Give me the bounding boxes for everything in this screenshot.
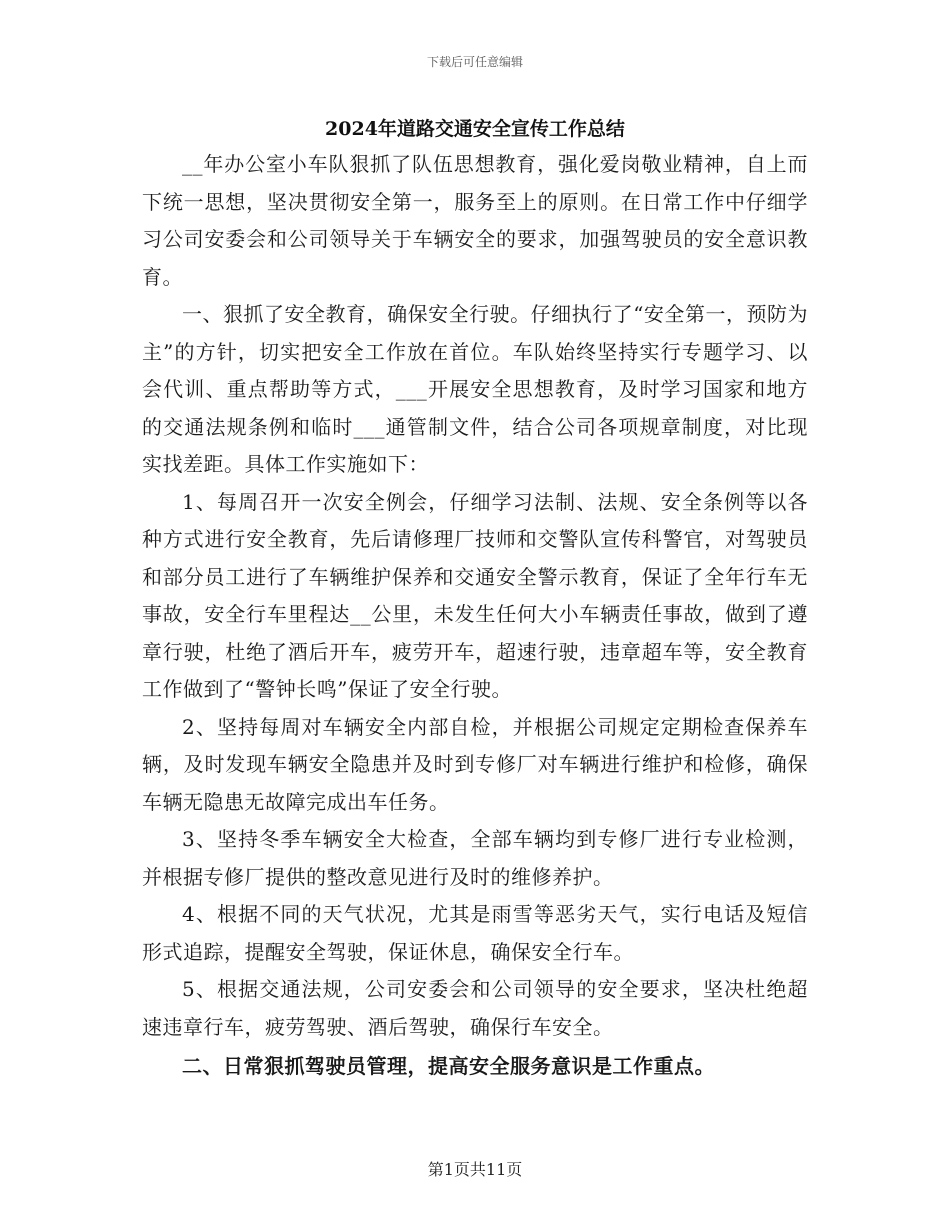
paragraph-item-4: 4、根据不同的天气状况，尤其是雨雪等恶劣天气，实行电话及短信形式追踪，提醒安全驾驶，保证休息，确保安全行车。 xyxy=(142,902,808,964)
document-body xyxy=(142,146,808,1086)
section-heading-2: 二、日常狠抓驾驶员管理，提高安全服务意识是工作重点。 xyxy=(182,1054,715,1078)
paragraph-item-1: 1、每周召开一次安全例会，仔细学习法制、法规、安全条例等以各种方式进行安全教育，先后请修理厂技师和交警队宣传科警官，对驾驶员和部分员工进行了车辆维护保养和交通安全警示教育，保证了全年行车无事故，安全行车里程达__公里，未发生任何大小车辆责任事故，做到了遵章行驶，杜绝了酒后开车，疲劳开车，超速行驶，违章超车等，安全教育工作做到了“警钟长鸣”保证了安全行驶。 xyxy=(142,489,808,701)
paragraph-intro: __年办公室小车队狠抓了队伍思想教育，强化爱岗敬业精神，自上而下统一思想，坚决贯彻安全第一，服务至上的原则。在日常工作中仔细学习公司安委会和公司领导关于车辆安全的要求，加强驾驶员的安全意识教育。 xyxy=(142,152,808,289)
header-note: 下载后可任意编辑 xyxy=(426,55,523,69)
paragraph-item-5: 5、根据交通法规，公司安委会和公司领导的安全要求，坚决杜绝超速违章行车，疲劳驾驶、酒后驾驶，确保行车安全。 xyxy=(142,977,808,1039)
paragraph-item-2: 2、坚持每周对车辆安全内部自检，并根据公司规定定期检查保养车辆，及时发现车辆安全隐患并及时到专修厂对车辆进行维护和检修，确保车辆无隐患无故障完成出车任务。 xyxy=(142,714,808,814)
paragraph-section-1: 一、狠抓了安全教育，确保安全行驶。仔细执行了“安全第一，预防为主”的方针，切实把安全工作放在首位。车队始终坚持实行专题学习、以会代训、重点帮助等方式，___开展安全思想教育，及时学习国家和地方的交通法规条例和临时___通管制文件，结合公司各项规章制度，对比现实找差距。具体工作实施如下： xyxy=(142,302,808,476)
paragraph-item-3: 3、坚持冬季车辆安全大检查，全部车辆均到专修厂进行专业检测，并根据专修厂提供的整改意见进行及时的维修养护。 xyxy=(142,827,808,889)
page-footer: 第1页共11页 xyxy=(427,1160,523,1179)
document-title: 2024年道路交通安全宣传工作总结 xyxy=(325,118,625,140)
